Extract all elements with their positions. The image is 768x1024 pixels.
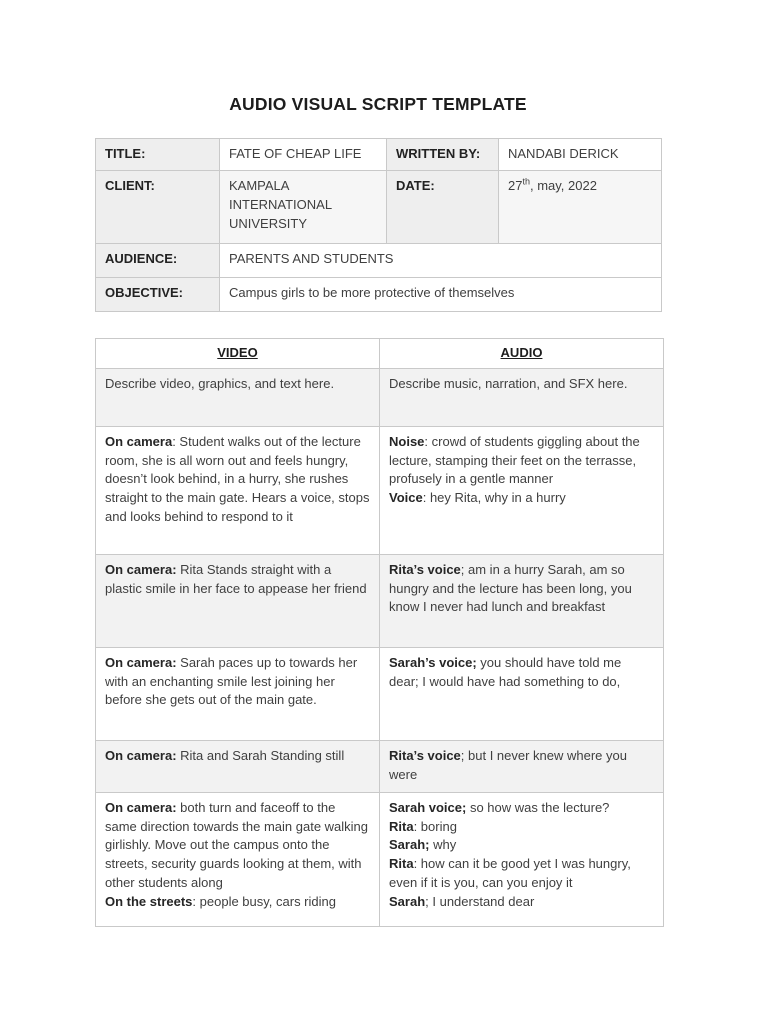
video-cell xyxy=(96,792,380,926)
audio-cell xyxy=(380,740,664,792)
date-day: 27 xyxy=(508,177,523,193)
audience-label-cell: AUDIENCE: xyxy=(96,243,220,277)
script-line: Describe video, graphics, and text here. xyxy=(105,375,335,391)
audio-cell xyxy=(380,792,664,926)
video-cell xyxy=(96,368,380,426)
title-label-cell: TITLE: xyxy=(96,139,220,171)
date-rest: , may, 2022 xyxy=(529,177,597,193)
info-row-audience xyxy=(96,243,662,277)
written-by-value-cell: NANDABI DERICK xyxy=(499,139,662,171)
script-line: Sarah’s voice; you should have told me dear; I would have had something to do, xyxy=(389,654,622,689)
info-row-title xyxy=(96,139,662,171)
video-cell xyxy=(96,554,380,647)
info-row-client xyxy=(96,170,662,243)
client-value-cell: KAMPALA INTERNATIONAL UNIVERSITY xyxy=(220,170,387,243)
audience-value-cell: PARENTS AND STUDENTS xyxy=(220,243,662,277)
script-line: On camera: Student walks out of the lecture room, she is all worn out and feels hungry, doesn’t look behind, in a hurry, she rushes straight to the main gate. Hears a voice, stops and looks behind to respond to it xyxy=(105,433,370,525)
date-ordinal: th xyxy=(522,176,530,187)
script-line: Rita’s voice; am in a hurry Sarah, am so hungry and the lecture has been long, you know I never had lunch and breakfast xyxy=(389,561,632,615)
written-by-label-cell: WRITTEN BY: xyxy=(387,139,499,171)
script-table xyxy=(95,338,664,927)
audio-cell xyxy=(380,426,664,554)
script-line: Noise: crowd of students giggling about the lecture, stamping their feet on the terrasse, profusely in a gentle manner xyxy=(389,433,640,487)
info-table xyxy=(95,138,662,312)
video-header-cell: VIDEO xyxy=(96,338,380,368)
script-table-body xyxy=(96,368,664,926)
script-row xyxy=(96,554,664,647)
script-line: On camera: Sarah paces up to towards her with an enchanting smile lest joining her before she gets out of the main gate. xyxy=(105,654,358,708)
audio-cell xyxy=(380,554,664,647)
audio-cell xyxy=(380,647,664,740)
script-row xyxy=(96,368,664,426)
title-value-cell: FATE OF CHEAP LIFE xyxy=(220,139,387,171)
script-header-row xyxy=(96,338,664,368)
script-line: Rita’s voice; but I never knew where you were xyxy=(389,747,627,782)
script-line: Sarah; I understand dear xyxy=(389,893,535,909)
audio-cell xyxy=(380,368,664,426)
video-cell xyxy=(96,740,380,792)
date-value-cell xyxy=(499,170,662,243)
script-row xyxy=(96,647,664,740)
page-title: AUDIO VISUAL SCRIPT TEMPLATE xyxy=(229,94,527,114)
script-line: Sarah voice; so how was the lecture? xyxy=(389,799,610,815)
script-line: On camera: both turn and faceoff to the same direction towards the main gate walking girlishly. Move out the campus onto the streets, security guards looking at them, with other students along xyxy=(105,799,369,891)
script-row xyxy=(96,740,664,792)
objective-value-cell: Campus girls to be more protective of themselves xyxy=(220,277,662,311)
script-line: On the streets: people busy, cars riding xyxy=(105,893,336,909)
script-line: On camera: Rita and Sarah Standing still xyxy=(105,747,345,763)
info-row-objective xyxy=(96,277,662,311)
audio-header-cell: AUDIO xyxy=(380,338,664,368)
script-line: Rita: how can it be good yet I was hungry, even if it is you, can you enjoy it xyxy=(389,856,631,891)
client-label-cell: CLIENT: xyxy=(96,170,220,243)
script-line: Voice: hey Rita, why in a hurry xyxy=(389,490,566,506)
script-line: Sarah; why xyxy=(389,837,457,853)
script-line: Describe music, narration, and SFX here. xyxy=(389,375,628,391)
script-row xyxy=(96,426,664,554)
script-row xyxy=(96,792,664,926)
script-line: On camera: Rita Stands straight with a plastic smile in her face to appease her friend xyxy=(105,561,367,596)
video-cell xyxy=(96,426,380,554)
objective-label-cell: OBJECTIVE: xyxy=(96,277,220,311)
script-line: Rita: boring xyxy=(389,818,457,834)
date-label-cell: DATE: xyxy=(387,170,499,243)
video-cell xyxy=(96,647,380,740)
